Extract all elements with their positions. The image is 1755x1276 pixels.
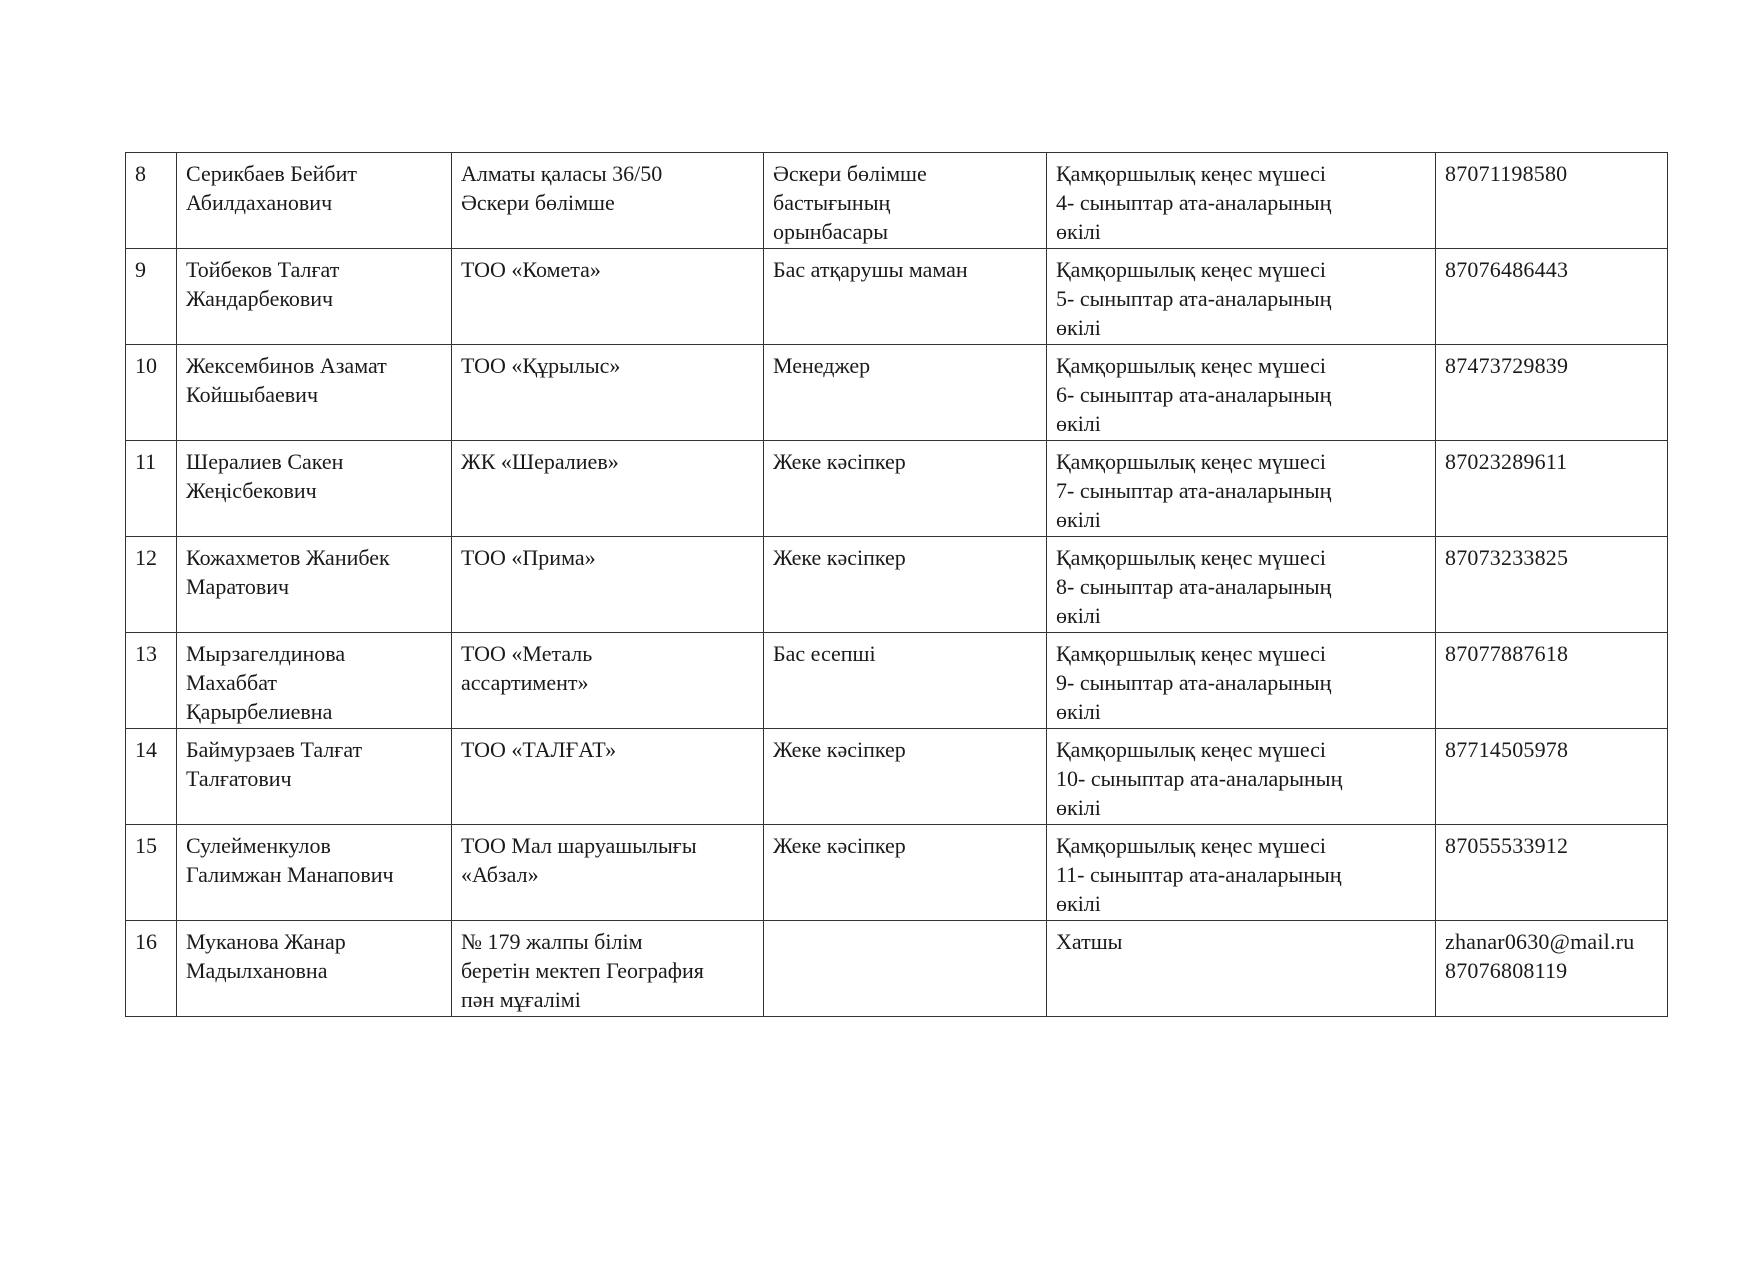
position-cell <box>764 921 1047 1017</box>
full-name-line: Кожахметов Жанибек <box>186 545 390 570</box>
council-role-line: өкілі <box>1056 507 1101 532</box>
row-number-text: 9 <box>135 257 146 282</box>
row-number-text: 13 <box>135 641 157 666</box>
full-name-line: Абилдаханович <box>186 190 333 215</box>
position-cell <box>764 537 1047 633</box>
council-role-line: 9- сыныптар ата-аналарының <box>1056 670 1332 695</box>
contact-line: 87076808119 <box>1445 958 1568 983</box>
council-role-line: Хатшы <box>1056 929 1123 954</box>
council-role-line: Қамқоршылық кеңес мүшесі <box>1056 641 1327 666</box>
contact-cell <box>1436 633 1668 729</box>
council-role-cell <box>1047 921 1436 1017</box>
table-row <box>126 345 1668 441</box>
contact-cell <box>1436 729 1668 825</box>
position-line: Менеджер <box>773 353 871 378</box>
contact-cell <box>1436 537 1668 633</box>
council-role-line: Қамқоршылық кеңес мүшесі <box>1056 833 1327 858</box>
organization-cell <box>452 633 764 729</box>
full-name-cell <box>177 921 452 1017</box>
full-name-cell <box>177 441 452 537</box>
row-number-cell <box>126 825 177 921</box>
table-row <box>126 633 1668 729</box>
contact-cell <box>1436 921 1668 1017</box>
council-members-table <box>125 152 1668 1017</box>
position-line: орынбасары <box>773 219 889 244</box>
table-row <box>126 441 1668 537</box>
contact-line: 87473729839 <box>1445 353 1569 378</box>
council-role-cell <box>1047 633 1436 729</box>
council-role-cell <box>1047 537 1436 633</box>
position-line: Бас атқарушы маман <box>773 257 968 282</box>
full-name-line: Талғатович <box>186 766 292 791</box>
full-name-line: Жеңісбекович <box>186 478 317 503</box>
full-name-line: Койшыбаевич <box>186 382 319 407</box>
contact-cell <box>1436 345 1668 441</box>
row-number-cell <box>126 633 177 729</box>
contact-cell <box>1436 825 1668 921</box>
full-name-cell <box>177 249 452 345</box>
row-number-cell <box>126 153 177 249</box>
organization-line: ТОО «Құрылыс» <box>461 353 621 378</box>
row-number-cell <box>126 537 177 633</box>
position-line: Жеке кәсіпкер <box>773 833 906 858</box>
full-name-cell <box>177 345 452 441</box>
contact-line: 87023289611 <box>1445 449 1568 474</box>
organization-line: беретін мектеп География <box>461 958 704 983</box>
council-role-line: Қамқоршылық кеңес мүшесі <box>1056 257 1327 282</box>
organization-line: «Абзал» <box>461 862 539 887</box>
council-role-cell <box>1047 729 1436 825</box>
position-line: Жеке кәсіпкер <box>773 737 906 762</box>
position-cell <box>764 249 1047 345</box>
full-name-cell <box>177 537 452 633</box>
full-name-line: Мадылхановна <box>186 958 328 983</box>
organization-line: ТОО «ТАЛҒАТ» <box>461 737 617 762</box>
council-role-line: өкілі <box>1056 411 1101 436</box>
contact-cell <box>1436 153 1668 249</box>
council-role-line: 7- сыныптар ата-аналарының <box>1056 478 1332 503</box>
organization-line: ассартимент» <box>461 670 589 695</box>
organization-line: Әскери бөлімше <box>461 190 615 215</box>
council-role-line: 11- сыныптар ата-аналарының <box>1056 862 1342 887</box>
row-number-text: 8 <box>135 161 146 186</box>
organization-line: пән мұғалімі <box>461 987 581 1012</box>
organization-line: ЖК «Шералиев» <box>461 449 619 474</box>
full-name-cell <box>177 825 452 921</box>
table-row <box>126 825 1668 921</box>
council-role-line: Қамқоршылық кеңес мүшесі <box>1056 353 1327 378</box>
organization-cell <box>452 345 764 441</box>
council-role-line: Қамқоршылық кеңес мүшесі <box>1056 161 1327 186</box>
council-role-line: өкілі <box>1056 891 1101 916</box>
row-number-text: 16 <box>135 929 157 954</box>
council-role-line: 6- сыныптар ата-аналарының <box>1056 382 1332 407</box>
council-role-line: 4- сыныптар ата-аналарының <box>1056 190 1332 215</box>
row-number-text: 15 <box>135 833 157 858</box>
contact-cell <box>1436 441 1668 537</box>
table-row <box>126 729 1668 825</box>
council-role-line: Қамқоршылық кеңес мүшесі <box>1056 545 1327 570</box>
organization-line: ТОО «Комета» <box>461 257 601 282</box>
position-cell <box>764 441 1047 537</box>
organization-cell <box>452 825 764 921</box>
council-role-line: өкілі <box>1056 219 1101 244</box>
position-line: Жеке кәсіпкер <box>773 449 906 474</box>
organization-cell <box>452 537 764 633</box>
table-row <box>126 537 1668 633</box>
contact-line: 87714505978 <box>1445 737 1569 762</box>
table-body <box>126 153 1668 1017</box>
organization-cell <box>452 153 764 249</box>
full-name-line: Сулейменкулов <box>186 833 331 858</box>
row-number-cell <box>126 921 177 1017</box>
council-role-line: Қамқоршылық кеңес мүшесі <box>1056 449 1327 474</box>
full-name-line: Жандарбекович <box>186 286 334 311</box>
council-role-cell <box>1047 441 1436 537</box>
row-number-text: 12 <box>135 545 157 570</box>
council-role-line: Қамқоршылық кеңес мүшесі <box>1056 737 1327 762</box>
organization-cell <box>452 249 764 345</box>
council-role-line: 5- сыныптар ата-аналарының <box>1056 286 1332 311</box>
position-cell <box>764 825 1047 921</box>
organization-line: Алматы қаласы 36/50 <box>461 161 663 186</box>
full-name-line: Шералиев Сакен <box>186 449 344 474</box>
row-number-cell <box>126 729 177 825</box>
council-role-cell <box>1047 825 1436 921</box>
row-number-cell <box>126 441 177 537</box>
row-number-cell <box>126 249 177 345</box>
contact-line: 87073233825 <box>1445 545 1569 570</box>
full-name-line: Тойбеков Талғат <box>186 257 340 282</box>
row-number-text: 11 <box>135 449 157 474</box>
full-name-cell <box>177 729 452 825</box>
full-name-cell <box>177 153 452 249</box>
row-number-text: 14 <box>135 737 157 762</box>
full-name-line: Баймурзаев Талғат <box>186 737 363 762</box>
full-name-line: Муканова Жанар <box>186 929 346 954</box>
contact-cell <box>1436 249 1668 345</box>
position-cell <box>764 633 1047 729</box>
position-cell <box>764 729 1047 825</box>
table-row <box>126 921 1668 1017</box>
full-name-line: Маратович <box>186 574 290 599</box>
table-row <box>126 153 1668 249</box>
full-name-line: Жексембинов Азамат <box>186 353 387 378</box>
contact-line: 87071198580 <box>1445 161 1568 186</box>
organization-line: ТОО «Прима» <box>461 545 596 570</box>
council-role-line: өкілі <box>1056 795 1101 820</box>
position-cell <box>764 153 1047 249</box>
council-role-line: өкілі <box>1056 699 1101 724</box>
council-role-line: өкілі <box>1056 315 1101 340</box>
council-role-line: өкілі <box>1056 603 1101 628</box>
contact-line: 87077887618 <box>1445 641 1569 666</box>
position-line: бастығының <box>773 190 891 215</box>
full-name-line: Галимжан Манапович <box>186 862 394 887</box>
contact-line: 87055533912 <box>1445 833 1569 858</box>
full-name-cell <box>177 633 452 729</box>
organization-line: № 179 жалпы білім <box>461 929 643 954</box>
organization-line: ТОО «Металь <box>461 641 593 666</box>
organization-cell <box>452 729 764 825</box>
full-name-line: Мырзагелдинова <box>186 641 346 666</box>
contact-line: 87076486443 <box>1445 257 1569 282</box>
council-role-line: 8- сыныптар ата-аналарының <box>1056 574 1332 599</box>
council-role-cell <box>1047 153 1436 249</box>
council-role-cell <box>1047 345 1436 441</box>
position-cell <box>764 345 1047 441</box>
full-name-line: Махаббат <box>186 670 277 695</box>
full-name-line: Қарырбелиевна <box>186 699 333 724</box>
position-line: Жеке кәсіпкер <box>773 545 906 570</box>
position-line: Әскери бөлімше <box>773 161 927 186</box>
full-name-line: Серикбаев Бейбит <box>186 161 357 186</box>
contact-line: zhanar0630@mail.ru <box>1445 929 1635 954</box>
organization-cell <box>452 921 764 1017</box>
council-role-line: 10- сыныптар ата-аналарының <box>1056 766 1343 791</box>
table-row <box>126 249 1668 345</box>
position-line: Бас есепші <box>773 641 876 666</box>
organization-line: ТОО Мал шаруашылығы <box>461 833 697 858</box>
row-number-text: 10 <box>135 353 157 378</box>
row-number-cell <box>126 345 177 441</box>
organization-cell <box>452 441 764 537</box>
council-role-cell <box>1047 249 1436 345</box>
